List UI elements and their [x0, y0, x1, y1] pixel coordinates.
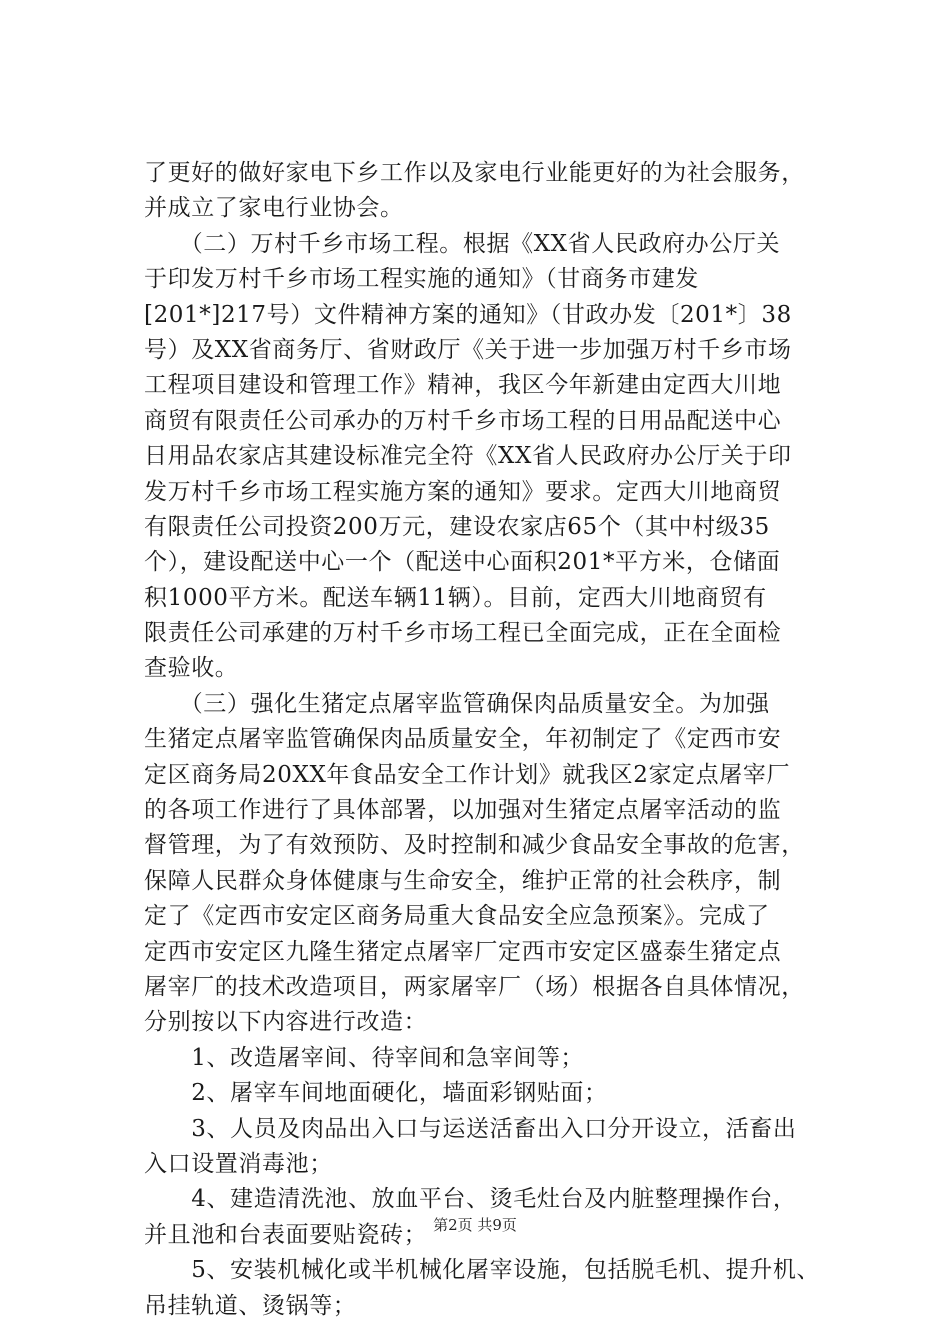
- text-line: 日用品农家店其建设标准完全符《XX省人民政府办公厅关于印: [144, 443, 792, 470]
- text-line: [201*]217号）文件精神方案的通知》（甘政办发〔201*〕38: [144, 301, 792, 328]
- text-line: 定西市安定区九隆生猪定点屠宰厂定西市安定区盛泰生猪定点: [144, 938, 782, 965]
- text-line: （二）万村千乡市场工程。根据《XX省人民政府办公厅关: [144, 230, 781, 257]
- text-line: 并且池和台表面要贴瓷砖；: [144, 1221, 428, 1248]
- text-line: 发万村千乡市场工程实施方案的通知》要求。定西大川地商贸: [144, 478, 782, 505]
- text-line: 入口设置消毒池；: [144, 1150, 333, 1177]
- text-line: 3、人员及肉品出入口与运送活畜出入口分开设立，活畜出: [144, 1115, 797, 1142]
- text-line: 2、屠宰车间地面硬化，墙面彩钢贴面；: [144, 1080, 608, 1107]
- text-line: 5、安装机械化或半机械化屠宰设施，包括脱毛机、提升机、: [144, 1257, 821, 1284]
- text-line: 4、建造清洗池、放血平台、烫毛灶台及内脏整理操作台，: [144, 1186, 797, 1213]
- text-line: 屠宰厂的技术改造项目，两家屠宰厂（场）根据各自具体情况，: [144, 973, 805, 1000]
- document-body: [144, 156, 844, 1324]
- text-line: 了更好的做好家电下乡工作以及家电行业能更好的为社会服务，: [144, 160, 805, 186]
- text-line: 查验收。: [144, 655, 239, 682]
- text-line: 保障人民群众身体健康与生命安全，维护正常的社会秩序，制: [144, 867, 782, 894]
- text-line: 生猪定点屠宰监管确保肉品质量安全，年初制定了《定西市安: [144, 726, 782, 753]
- text-line: 督管理，为了有效预防、及时控制和减少食品安全事故的危害，: [144, 832, 805, 859]
- text-line: （三）强化生猪定点屠宰监管确保肉品质量安全。为加强: [144, 690, 770, 717]
- page-number-footer: 第2页 共9页: [433, 1216, 517, 1234]
- text-line: 定区商务局20XX年食品安全工作计划》就我区2家定点屠宰厂: [144, 761, 791, 788]
- text-line: 商贸有限责任公司承办的万村千乡市场工程的日用品配送中心: [144, 407, 782, 434]
- text-line: 积1000平方米。配送车辆11辆）。目前，定西大川地商贸有: [144, 584, 767, 611]
- text-line: 定了《定西市安定区商务局重大食品安全应急预案》。完成了: [144, 903, 770, 930]
- text-line: 有限责任公司投资200万元，建设农家店65个（其中村级35: [144, 513, 770, 540]
- text-line: 于印发万村千乡市场工程实施的通知》（甘商务市建发: [144, 266, 699, 293]
- text-line: 吊挂轨道、烫锅等；: [144, 1292, 357, 1319]
- text-line: 并成立了家电行业协会。: [144, 195, 404, 222]
- text-line: 号）及XX省商务厅、省财政厅《关于进一步加强万村千乡市场: [144, 336, 792, 363]
- text-line: 分别按以下内容进行改造：: [144, 1009, 428, 1036]
- text-line: 个），建设配送中心一个（配送中心面积201*平方米，仓储面: [144, 549, 781, 576]
- text-line: 工程项目建设和管理工作》精神，我区今年新建由定西大川地: [144, 372, 782, 399]
- text-line: 限责任公司承建的万村千乡市场工程已全面完成，正在全面检: [144, 620, 782, 647]
- text-line: 的各项工作进行了具体部署，以加强对生猪定点屠宰活动的监: [144, 797, 782, 824]
- text-line: 1、改造屠宰间、待宰间和急宰间等；: [144, 1044, 585, 1071]
